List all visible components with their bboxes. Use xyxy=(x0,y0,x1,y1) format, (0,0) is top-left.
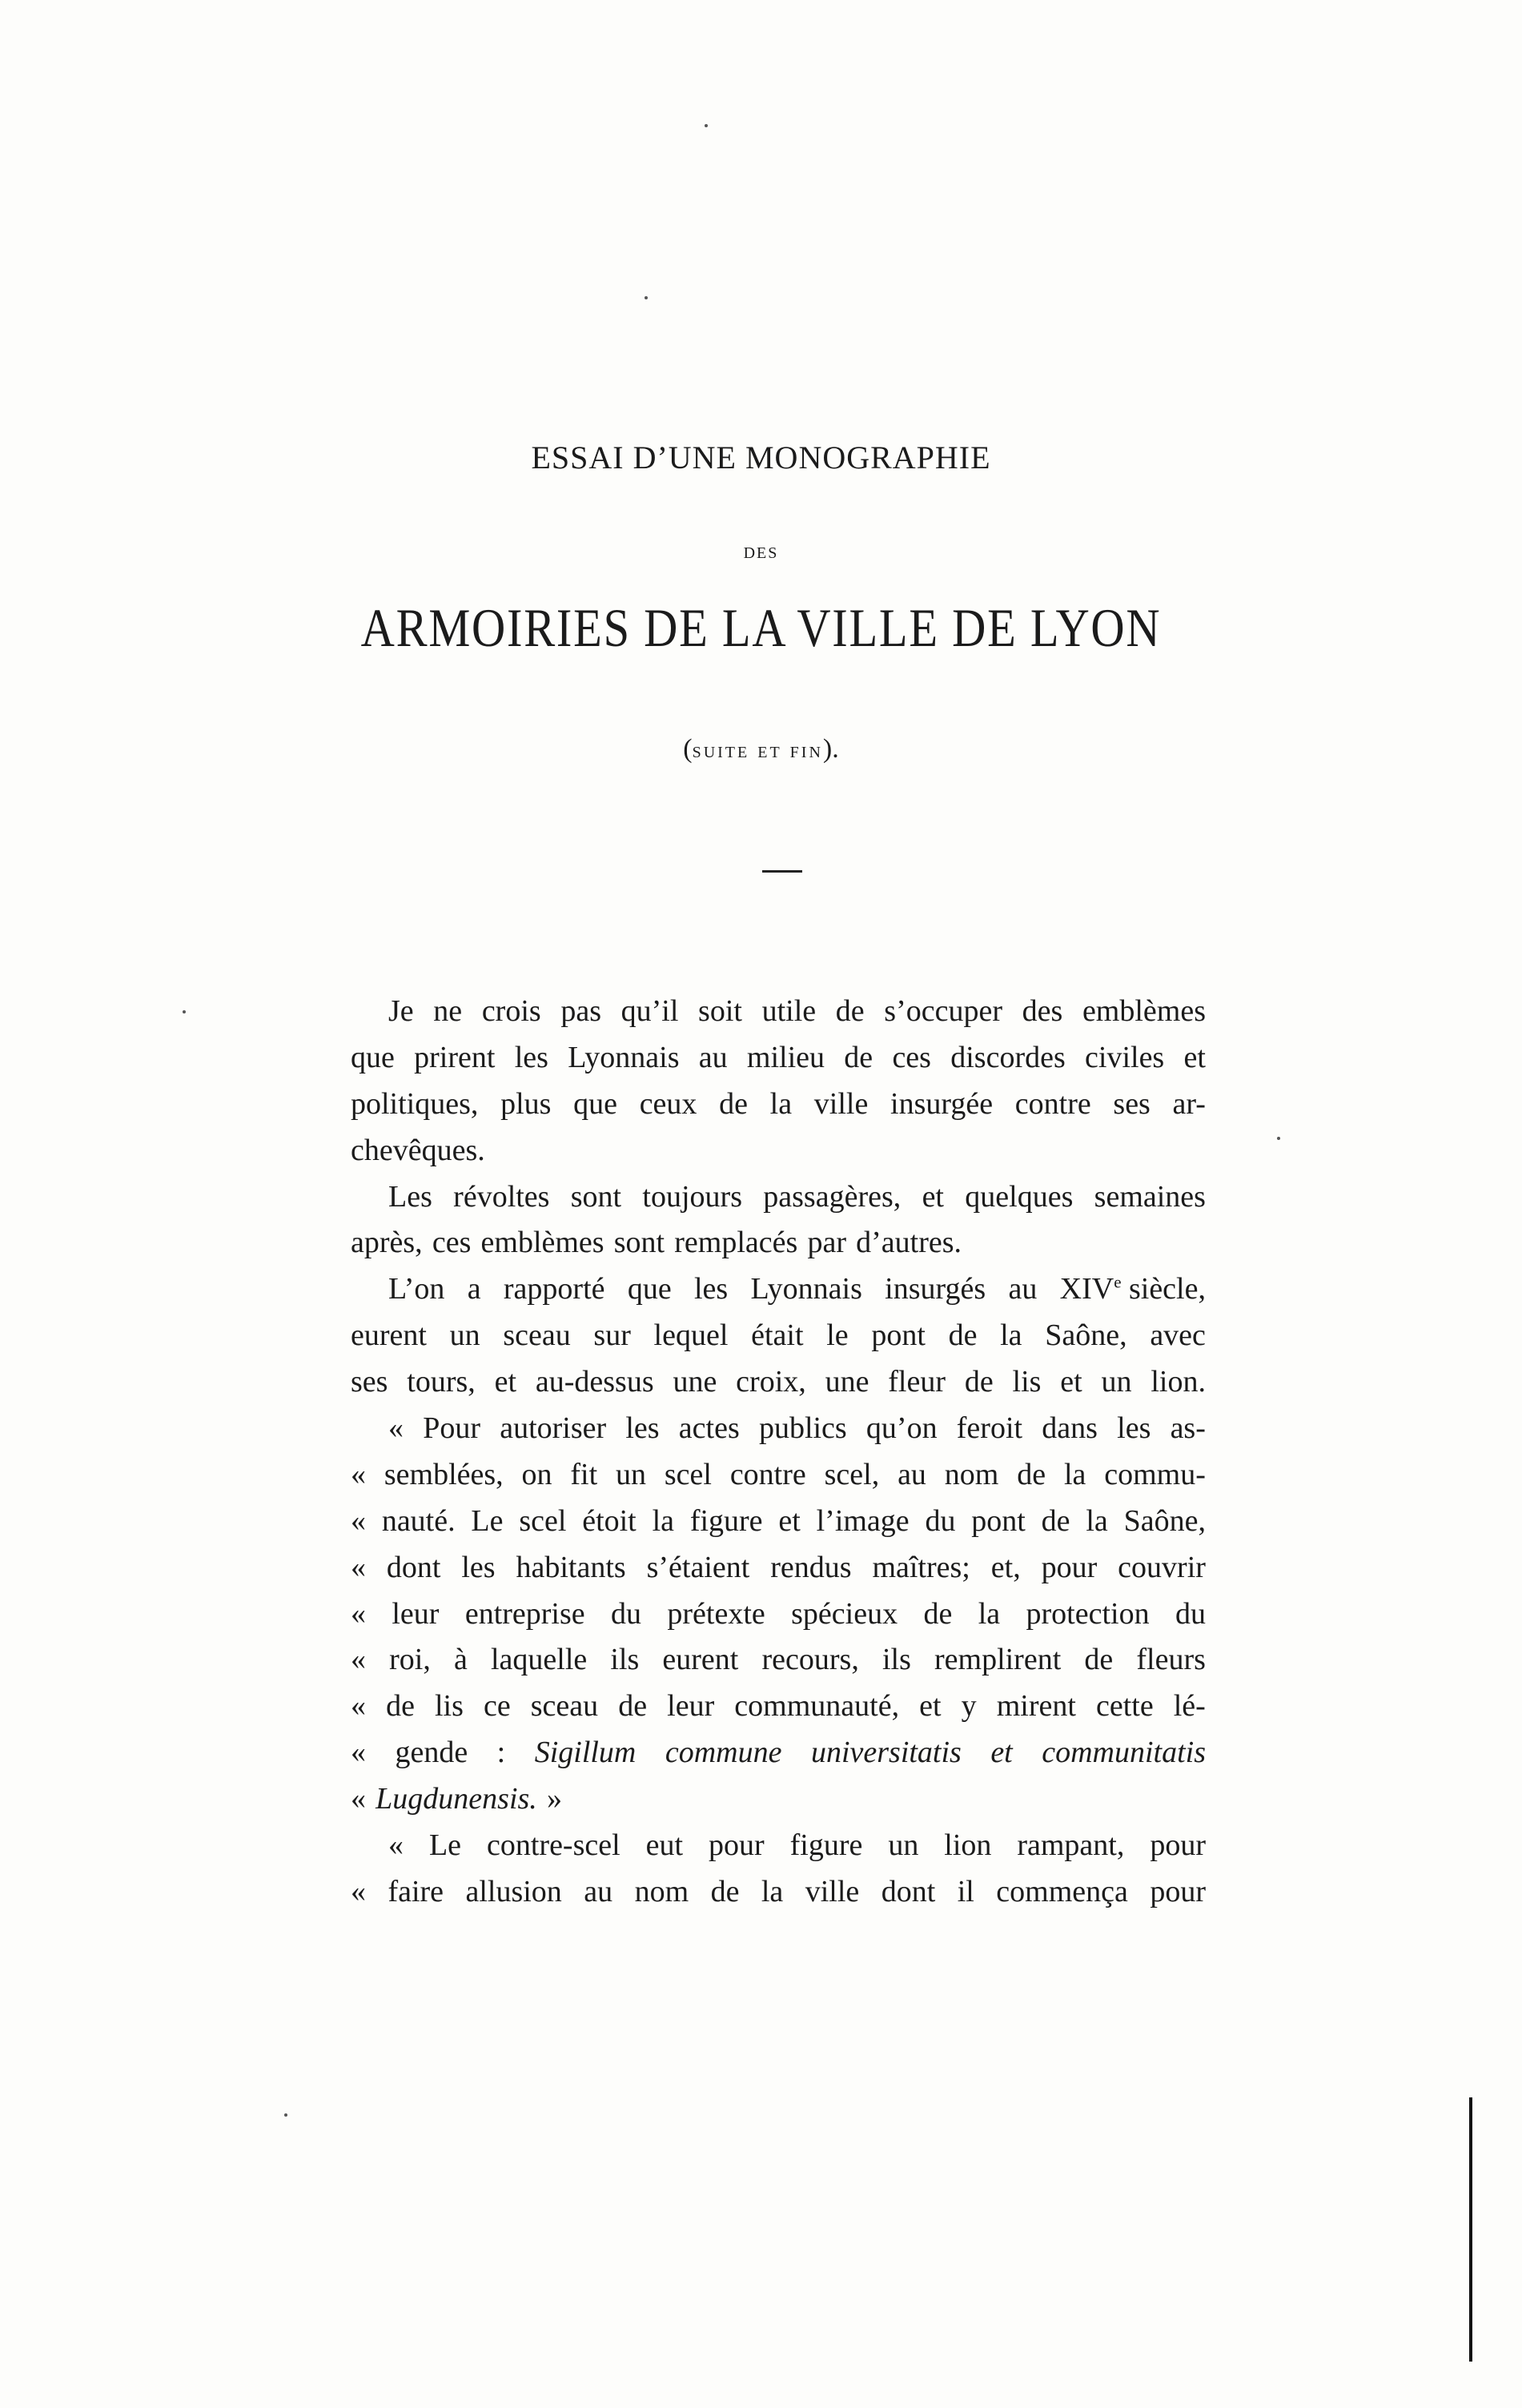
word: actes xyxy=(678,1411,740,1446)
word: et xyxy=(778,1503,801,1538)
text-line xyxy=(351,989,1206,1035)
word: entreprise xyxy=(464,1596,585,1631)
word: utile xyxy=(761,994,817,1028)
quote-mark: « xyxy=(351,1689,366,1724)
word: leur xyxy=(392,1596,440,1631)
word: contre xyxy=(729,1457,806,1491)
quote-mark: « xyxy=(388,1411,404,1446)
text-line xyxy=(351,1359,1206,1406)
word: au xyxy=(584,1874,613,1908)
word: de xyxy=(1041,1503,1070,1538)
word: la xyxy=(1086,1503,1108,1538)
word: nauté. xyxy=(381,1503,456,1538)
word: Lyonnais xyxy=(750,1272,862,1306)
word: sont xyxy=(613,1226,665,1260)
word: semblées, xyxy=(384,1457,504,1491)
subtitle-open: ( xyxy=(683,734,693,764)
word: s’occuper xyxy=(884,994,1002,1028)
word: il xyxy=(957,1874,974,1908)
word: leur xyxy=(667,1689,715,1724)
word: la xyxy=(652,1503,674,1538)
word: eut xyxy=(645,1828,684,1863)
word: lion xyxy=(944,1828,992,1863)
word: remplirent xyxy=(934,1643,1062,1677)
text-line xyxy=(351,1499,1206,1545)
word: la xyxy=(1000,1318,1022,1353)
word: ces xyxy=(892,1040,931,1074)
word: spécieux xyxy=(791,1596,898,1631)
text-line xyxy=(351,1035,1206,1082)
word: du xyxy=(925,1503,956,1538)
word: un xyxy=(1101,1365,1132,1399)
word: laquelle xyxy=(490,1643,588,1677)
paper-speck xyxy=(645,296,648,299)
word: Les xyxy=(388,1179,432,1214)
word: fit xyxy=(570,1457,598,1491)
word: étoit xyxy=(582,1503,637,1538)
word: figure xyxy=(689,1503,763,1538)
word: lion. xyxy=(1151,1365,1206,1399)
word: pont xyxy=(871,1318,926,1353)
word: ar- xyxy=(1172,1086,1206,1121)
text-line xyxy=(351,1684,1206,1730)
section-rule xyxy=(762,870,802,873)
word: contre-scel xyxy=(486,1828,620,1863)
word: emblèmes xyxy=(480,1226,604,1260)
word: ce xyxy=(483,1689,511,1724)
word: de xyxy=(710,1874,740,1908)
text-line xyxy=(351,1823,1206,1869)
word: crois xyxy=(481,994,541,1028)
text-line xyxy=(351,1128,1206,1174)
word: dont xyxy=(881,1874,936,1908)
word: sur xyxy=(593,1318,631,1353)
word: des xyxy=(1022,994,1063,1028)
word: ville xyxy=(805,1874,860,1908)
word: de xyxy=(618,1689,648,1724)
text-line xyxy=(351,1082,1206,1128)
word: ses xyxy=(351,1365,388,1399)
paper-speck xyxy=(1277,1137,1280,1140)
word: de xyxy=(835,994,865,1028)
quote-mark: « xyxy=(351,1736,366,1770)
word: rendus xyxy=(770,1550,852,1584)
word: universitatis xyxy=(810,1736,962,1770)
word: scel xyxy=(664,1457,712,1491)
word: rapporté xyxy=(503,1272,605,1306)
text-line xyxy=(351,1730,1206,1776)
quote-mark: « xyxy=(351,1874,366,1908)
text-line xyxy=(351,1406,1206,1452)
word: pont xyxy=(971,1503,1026,1538)
word: Lyonnais xyxy=(568,1040,680,1074)
binding-edge-mark xyxy=(1469,2097,1472,2362)
word: semaines xyxy=(1094,1179,1206,1214)
word: insurgée xyxy=(890,1086,994,1121)
word: fleurs xyxy=(1136,1643,1206,1677)
word: ils xyxy=(610,1643,640,1677)
word: à xyxy=(453,1643,468,1677)
word: milieu xyxy=(746,1040,825,1074)
title-essai: ESSAI D’UNE MONOGRAPHIE xyxy=(531,439,991,476)
word: après, xyxy=(351,1226,423,1260)
quote-mark: « xyxy=(351,1782,366,1816)
word: de xyxy=(719,1086,748,1121)
word: protection xyxy=(1026,1596,1150,1631)
word: publics xyxy=(758,1411,847,1446)
text-line xyxy=(351,1220,1206,1266)
word: au xyxy=(698,1040,728,1074)
word: de xyxy=(1084,1643,1114,1677)
word: contre xyxy=(1014,1086,1091,1121)
word: L’on xyxy=(388,1272,445,1306)
word: as- xyxy=(1170,1411,1206,1446)
word: que xyxy=(351,1040,395,1074)
word: cette xyxy=(1095,1689,1154,1724)
word: habitants xyxy=(516,1550,626,1584)
word: ville xyxy=(813,1086,869,1121)
text-line xyxy=(351,1776,1206,1823)
word: d’autres. xyxy=(856,1226,962,1260)
word: s’étaient xyxy=(646,1550,750,1584)
superscript-e: e xyxy=(1114,1272,1122,1292)
word: civiles xyxy=(1085,1040,1165,1074)
word: au-dessus xyxy=(535,1365,654,1399)
word: la xyxy=(769,1086,793,1121)
word: lé- xyxy=(1173,1689,1206,1724)
word: ne xyxy=(433,994,463,1028)
word: pour xyxy=(1041,1550,1098,1584)
word: les xyxy=(514,1040,548,1074)
main-title: ARMOIRIES DE LA VILLE DE LYON xyxy=(360,597,1162,658)
word: pour xyxy=(1150,1874,1206,1908)
word: nom xyxy=(634,1874,689,1908)
word: discordes xyxy=(950,1040,1066,1074)
word: insurgés xyxy=(885,1272,986,1306)
word: couvrir xyxy=(1118,1550,1206,1584)
word: et xyxy=(990,1736,1013,1770)
word: plus xyxy=(500,1086,552,1121)
word: ces xyxy=(432,1226,472,1260)
word: lis xyxy=(1012,1365,1042,1399)
word: chevêques. xyxy=(351,1133,485,1167)
word: qu’il xyxy=(620,994,679,1028)
word: de xyxy=(386,1689,415,1724)
word: dont xyxy=(386,1550,441,1584)
word: Sigillum xyxy=(534,1736,637,1770)
word: était xyxy=(751,1318,804,1353)
word: faire xyxy=(388,1874,444,1908)
word: un xyxy=(449,1318,480,1353)
word: au xyxy=(1008,1272,1038,1306)
word: politiques, xyxy=(351,1086,479,1121)
word: révoltes xyxy=(453,1179,550,1214)
text-line xyxy=(351,1869,1206,1916)
word: dans xyxy=(1042,1411,1098,1446)
text-line xyxy=(351,1637,1206,1684)
word: figure xyxy=(789,1828,863,1863)
word: que xyxy=(627,1272,672,1306)
word: scel, xyxy=(824,1457,880,1491)
word: un xyxy=(888,1828,919,1863)
title-des: DES xyxy=(743,544,779,562)
word: Le xyxy=(428,1828,462,1863)
word: le xyxy=(826,1318,849,1353)
word: pour xyxy=(709,1828,765,1863)
word: pour xyxy=(1150,1828,1206,1863)
word: Saône, xyxy=(1045,1318,1127,1353)
word: : xyxy=(496,1736,506,1770)
word: de xyxy=(1017,1457,1046,1491)
word: passagères, xyxy=(763,1179,902,1214)
word: Je xyxy=(388,994,414,1028)
quote-mark: « xyxy=(388,1828,404,1863)
word: la xyxy=(761,1874,784,1908)
word: de xyxy=(844,1040,873,1074)
quote-mark: « xyxy=(351,1643,366,1677)
word: de xyxy=(964,1365,994,1399)
century-numeral: XIVe siècle, xyxy=(1059,1272,1206,1306)
word: du xyxy=(611,1596,642,1631)
word: toujours xyxy=(642,1179,742,1214)
word: tours, xyxy=(407,1365,476,1399)
word: prétexte xyxy=(667,1596,765,1631)
word: les xyxy=(461,1550,496,1584)
paper-speck xyxy=(183,1010,186,1013)
word: lequel xyxy=(653,1318,729,1353)
word: de xyxy=(948,1318,978,1353)
word: une xyxy=(825,1365,869,1399)
text-line xyxy=(351,1174,1206,1221)
word: l’image xyxy=(816,1503,910,1538)
word: un xyxy=(616,1457,647,1491)
word: communitatis xyxy=(1042,1736,1206,1770)
word: quelques xyxy=(965,1179,1074,1214)
subtitle-words: suite et fin xyxy=(692,738,823,763)
subtitle-suite-et-fin xyxy=(0,734,1522,765)
word: commu- xyxy=(1104,1457,1206,1491)
word: et xyxy=(494,1365,517,1399)
word: eurent xyxy=(662,1643,739,1677)
word: qu’on xyxy=(865,1411,938,1446)
word: gende xyxy=(395,1736,468,1770)
word: commença xyxy=(996,1874,1128,1908)
text-line xyxy=(351,1545,1206,1591)
word: avec xyxy=(1150,1318,1206,1353)
word: Saône, xyxy=(1123,1503,1206,1538)
word: y xyxy=(961,1689,977,1724)
word: la xyxy=(978,1596,1001,1631)
word: roi, xyxy=(389,1643,431,1677)
word: par xyxy=(807,1226,846,1260)
word: de xyxy=(923,1596,953,1631)
word: maîtres; xyxy=(872,1550,970,1584)
word: pas xyxy=(560,994,601,1028)
word: a xyxy=(467,1272,481,1306)
quote-mark: « xyxy=(351,1550,366,1584)
word: et xyxy=(922,1179,944,1214)
word: Le xyxy=(471,1503,504,1538)
text-line xyxy=(351,1266,1206,1313)
word: autoriser xyxy=(500,1411,607,1446)
word: Pour xyxy=(423,1411,480,1446)
word: recours, xyxy=(761,1643,859,1677)
word: les xyxy=(1117,1411,1151,1446)
body-text xyxy=(351,989,1206,1916)
subtitle-close: ). xyxy=(822,734,839,764)
word: et xyxy=(1060,1365,1082,1399)
word: lis xyxy=(435,1689,464,1724)
word: une xyxy=(673,1365,717,1399)
text-line xyxy=(351,1452,1206,1499)
word: feroit xyxy=(956,1411,1023,1446)
word: la xyxy=(1063,1457,1086,1491)
word: sont xyxy=(570,1179,622,1214)
word: et xyxy=(1183,1040,1206,1074)
word: on xyxy=(521,1457,552,1491)
word: commune xyxy=(665,1736,782,1770)
word: rampant, xyxy=(1017,1828,1125,1863)
word: prirent xyxy=(414,1040,496,1074)
word: mirent xyxy=(996,1689,1076,1724)
word: ceux xyxy=(639,1086,697,1121)
word: soit xyxy=(698,994,742,1028)
word: scel xyxy=(519,1503,567,1538)
word: allusion xyxy=(465,1874,562,1908)
quote-mark: « xyxy=(351,1503,366,1538)
closing-quote: » xyxy=(546,1782,562,1816)
word: emblèmes xyxy=(1082,994,1206,1028)
word: du xyxy=(1175,1596,1206,1631)
quote-mark: « xyxy=(351,1596,366,1631)
word: au xyxy=(898,1457,926,1491)
text-line xyxy=(351,1313,1206,1359)
word: sceau xyxy=(530,1689,599,1724)
latin-legend-end: Lugdunensis. xyxy=(375,1782,537,1816)
quote-mark: « xyxy=(351,1457,366,1491)
word: que xyxy=(573,1086,617,1121)
word: et, xyxy=(990,1550,1021,1584)
word: et xyxy=(919,1689,942,1724)
word: ses xyxy=(1113,1086,1151,1121)
word: croix, xyxy=(736,1365,806,1399)
word: sceau xyxy=(503,1318,571,1353)
paper-speck xyxy=(284,2113,287,2117)
text-line xyxy=(351,1591,1206,1638)
paper-speck xyxy=(705,124,708,127)
word: les xyxy=(694,1272,729,1306)
word: nom xyxy=(944,1457,999,1491)
word: remplacés xyxy=(674,1226,798,1260)
word: communauté, xyxy=(734,1689,900,1724)
word: fleur xyxy=(888,1365,946,1399)
word: ils xyxy=(881,1643,911,1677)
word: eurent xyxy=(351,1318,427,1353)
word: les xyxy=(625,1411,660,1446)
